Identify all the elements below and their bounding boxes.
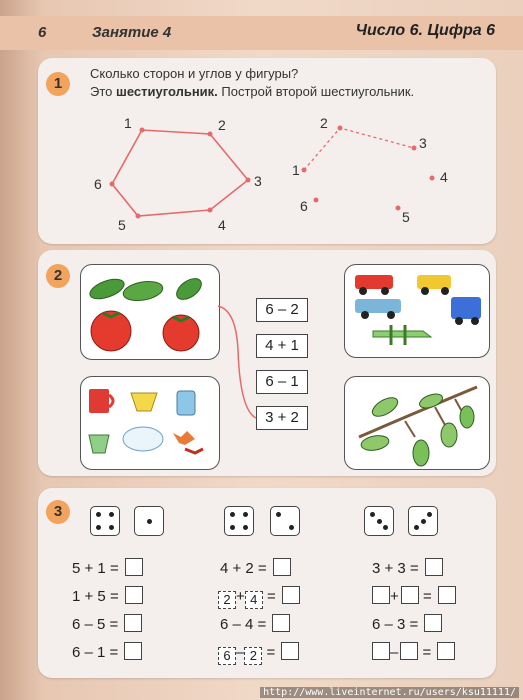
operand-box[interactable] xyxy=(400,642,418,660)
answer-box[interactable] xyxy=(273,558,291,576)
die-one xyxy=(134,506,164,536)
answer-box[interactable] xyxy=(125,586,143,604)
equation-c3-r2: + = xyxy=(370,586,456,605)
dot-label-4: 4 xyxy=(440,169,448,185)
expression-box-4: 3 + 2 xyxy=(256,406,308,430)
vegetables-icon xyxy=(81,265,219,359)
answer-box[interactable] xyxy=(425,558,443,576)
die-four-2 xyxy=(224,506,254,536)
dot-label-3: 3 xyxy=(419,135,427,151)
die-three-1 xyxy=(364,506,394,536)
vehicles-picture xyxy=(344,264,490,358)
operand-box[interactable] xyxy=(401,586,419,604)
answer-box[interactable] xyxy=(124,614,142,632)
hex-label-6: 6 xyxy=(94,176,102,192)
hex-label-5: 5 xyxy=(118,217,126,233)
answer-box[interactable] xyxy=(438,586,456,604)
page-number: 6 xyxy=(38,24,47,41)
task2-badge: 2 xyxy=(46,264,70,288)
task2-card xyxy=(38,250,496,476)
task1-card xyxy=(38,58,496,244)
dot-label-5: 5 xyxy=(402,209,410,225)
topic-title: Число 6. Цифра 6 xyxy=(355,22,495,39)
dot-label-1: 1 xyxy=(292,162,300,178)
source-watermark: http://www.liveinternet.ru/users/ksu11111/ xyxy=(260,687,519,698)
answer-box[interactable] xyxy=(437,642,455,660)
equation-c3-r3: 6 – 3 = xyxy=(372,614,442,633)
die-two xyxy=(270,506,300,536)
leaves-picture xyxy=(344,376,490,470)
task1-badge: 1 xyxy=(46,72,70,96)
hexagon-vertices xyxy=(110,128,251,219)
expression-box-1: 6 – 2 xyxy=(256,298,308,322)
equation-c2-r3: 6 – 4 = xyxy=(220,614,290,633)
dot-points xyxy=(302,126,435,211)
lesson-title: Занятие 4 xyxy=(92,24,172,41)
answer-box[interactable] xyxy=(282,586,300,604)
dashed-guide xyxy=(304,128,414,170)
operand-box[interactable] xyxy=(372,586,390,604)
answer-box[interactable] xyxy=(424,614,442,632)
answer-box[interactable] xyxy=(124,642,142,660)
task3-card xyxy=(38,488,496,678)
dot-label-6: 6 xyxy=(300,198,308,214)
vehicles-icon xyxy=(345,265,489,357)
equation-c1-r1: 5 + 1 = xyxy=(72,558,143,577)
equation-c2-r1: 4 + 2 = xyxy=(220,558,291,577)
die-four xyxy=(90,506,120,536)
vegetables-picture xyxy=(80,264,220,360)
equation-c2-r2: 2 + 4 = xyxy=(218,586,300,609)
task1-drawing xyxy=(38,58,496,244)
hex-label-2: 2 xyxy=(218,117,226,133)
task1-question: Сколько сторон и углов у фигуры? xyxy=(90,66,299,81)
dishes-icon xyxy=(81,377,219,469)
dishes-picture xyxy=(80,376,220,470)
equation-c3-r1: 3 + 3 = xyxy=(372,558,443,577)
answer-box[interactable] xyxy=(272,614,290,632)
die-three-2 xyxy=(408,506,438,536)
hex-label-4: 4 xyxy=(218,217,226,233)
hex-label-3: 3 xyxy=(254,173,262,189)
equation-c1-r2: 1 + 5 = xyxy=(72,586,143,605)
dot-label-2: 2 xyxy=(320,115,328,131)
equation-c3-r4: – = xyxy=(370,642,455,661)
operand-box[interactable] xyxy=(372,642,390,660)
leaves-icon xyxy=(345,377,489,469)
hexagon-shape xyxy=(112,130,248,216)
task3-badge: 3 xyxy=(46,500,70,524)
equation-c2-r4: 6 – 2 = xyxy=(218,642,299,665)
hex-label-1: 1 xyxy=(124,115,132,131)
task1-instruction: Это шестиугольник. Построй второй шестиугольник. xyxy=(90,84,415,99)
answer-box[interactable] xyxy=(125,558,143,576)
equation-c1-r4: 6 – 1 = xyxy=(72,642,142,661)
page-header xyxy=(0,16,523,50)
equation-c1-r3: 6 – 5 = xyxy=(72,614,142,633)
expression-box-2: 4 + 1 xyxy=(256,334,308,358)
expression-box-3: 6 – 1 xyxy=(256,370,308,394)
answer-box[interactable] xyxy=(281,642,299,660)
